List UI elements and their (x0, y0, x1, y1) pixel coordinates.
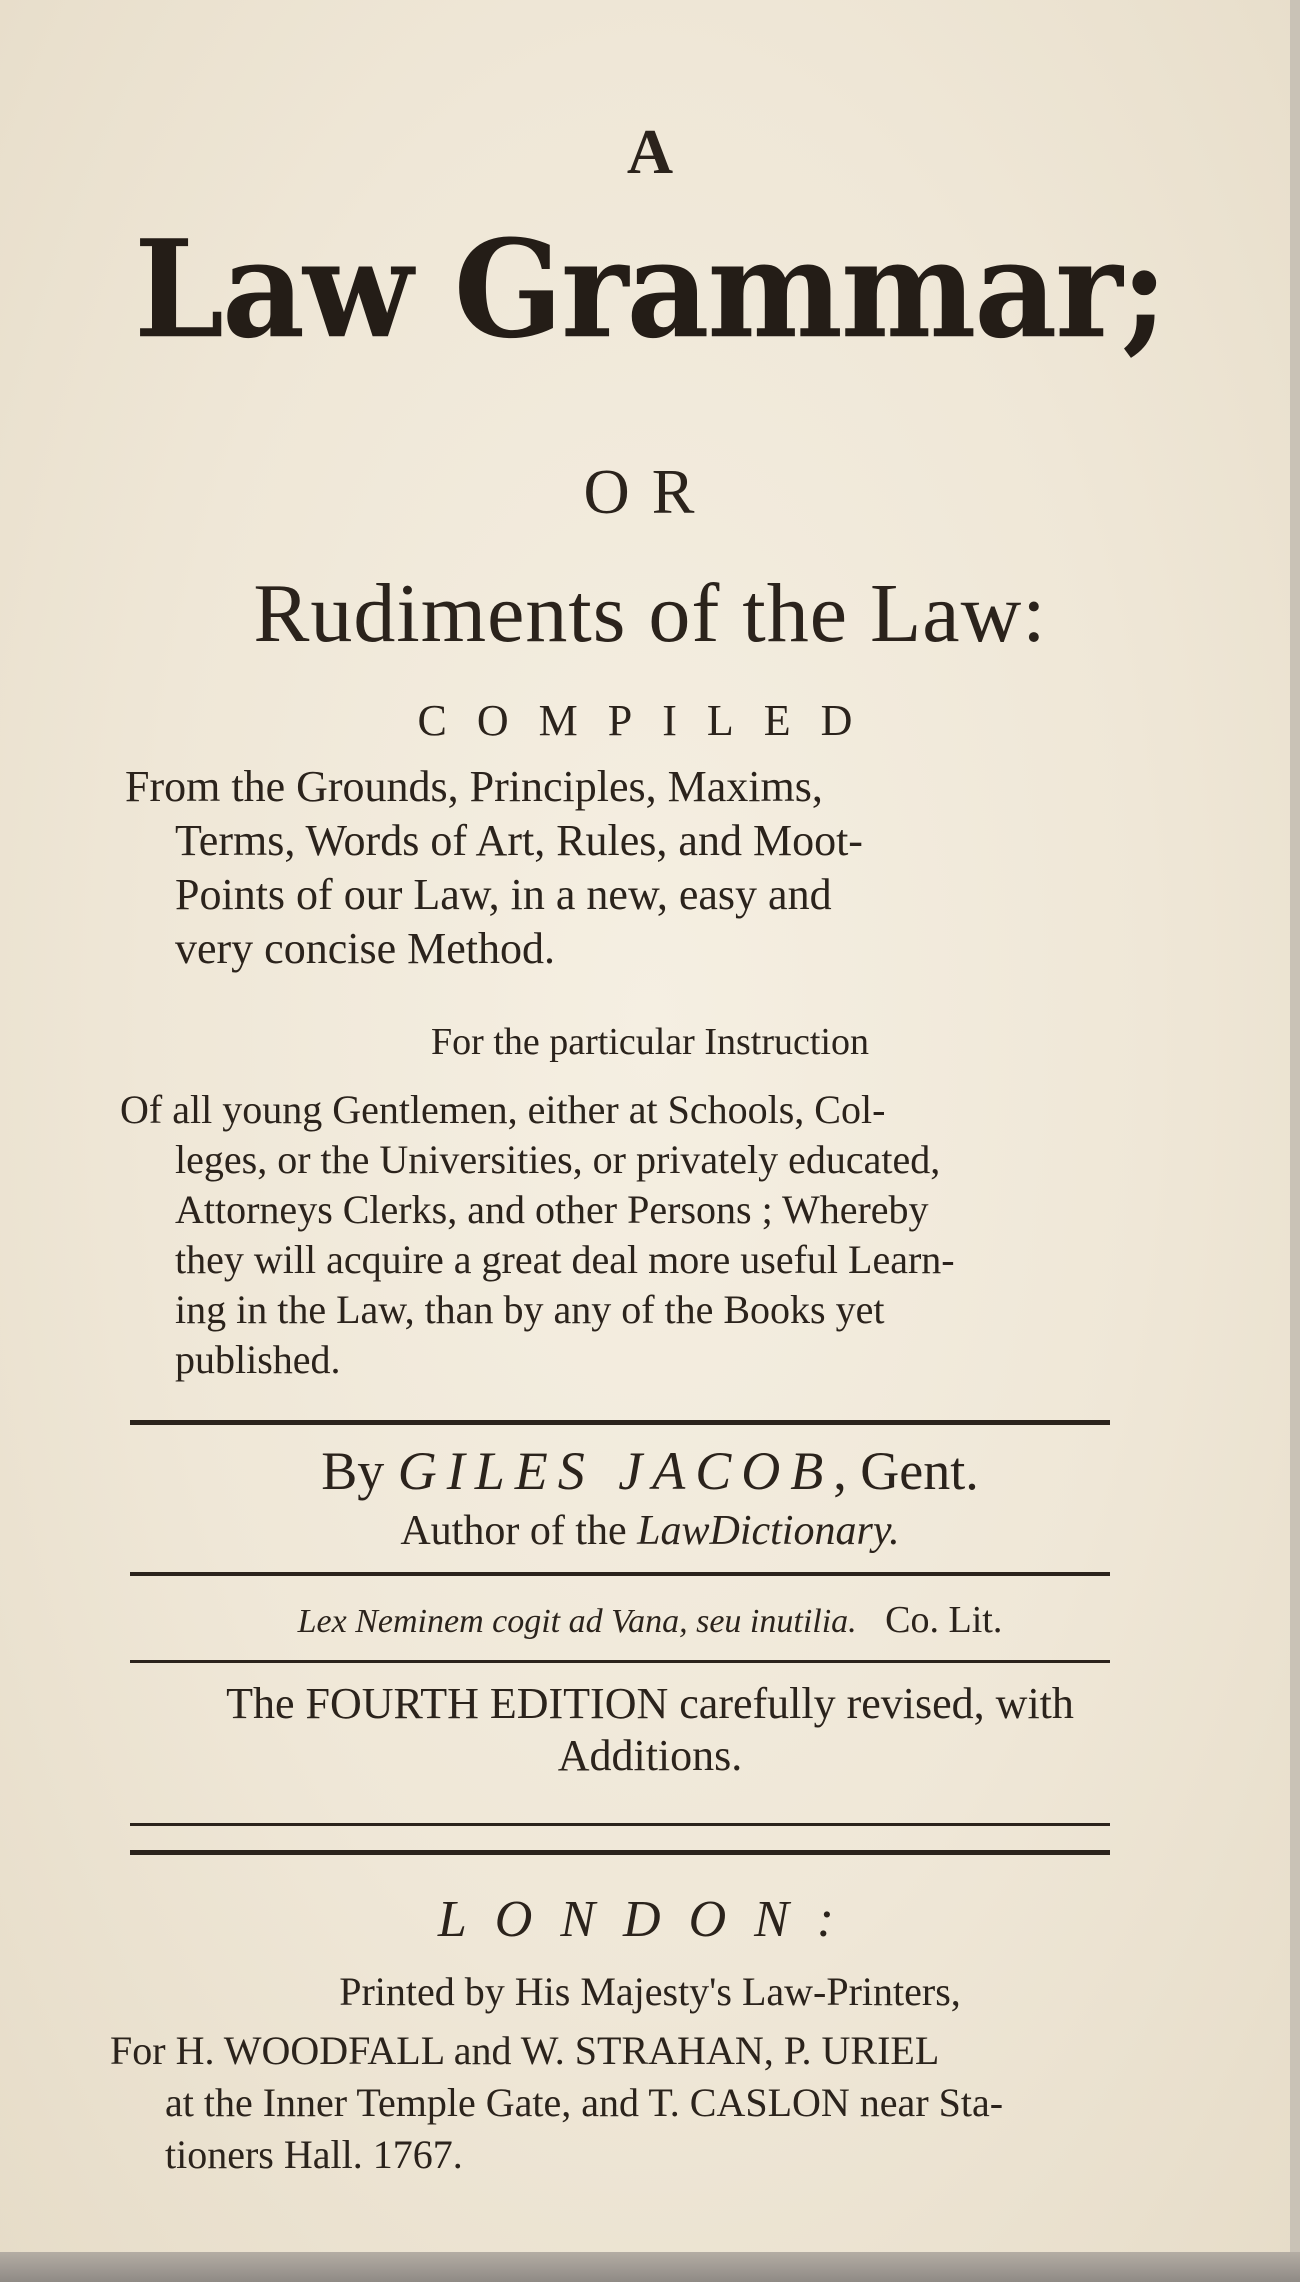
divider-rule (130, 1660, 1110, 1663)
motto-source: Co. Lit. (885, 1599, 1003, 1641)
audience-line: Of all young Gentlemen, either at Schools, Col- (120, 1087, 886, 1132)
author-credit-work: LawDictionary. (637, 1508, 900, 1554)
publisher-line: tioners Hall. 1767. (165, 2132, 463, 2177)
publisher-line: For H. WOODFALL and W. STRAHAN, P. URIEL (110, 2028, 940, 2073)
title-or: OR (583, 456, 717, 527)
byline (0, 1440, 1300, 1502)
author-name: GILES JACOB (397, 1441, 834, 1501)
imprint-printer: Printed by His Majesty's Law-Printers, (339, 1969, 961, 2014)
page-edge (0, 2252, 1300, 2282)
audience-line: Attorneys Clerks, and other Persons ; Whereby (175, 1187, 929, 1232)
subtitle: Rudiments of the Law: (253, 567, 1047, 660)
motto-text: Lex Neminem cogit ad Vana, seu inutilia. (297, 1603, 857, 1640)
divider-rule (130, 1572, 1110, 1576)
divider-rule (130, 1420, 1110, 1425)
description-line: Terms, Words of Art, Rules, and Moot- (175, 816, 863, 865)
imprint-publishers (110, 2025, 1130, 2181)
author-suffix: , Gent. (833, 1441, 979, 1501)
edition-line: Additions. (557, 1731, 743, 1780)
audience-line: they will acquire a great deal more useful Learn- (175, 1237, 955, 1282)
edition-line: The FOURTH EDITION carefully revised, with (226, 1679, 1074, 1728)
author-credit-prefix: Author of the (400, 1508, 627, 1554)
description-line: From the Grounds, Principles, Maxims, (125, 762, 823, 811)
main-title: Law Grammar; (134, 211, 1166, 369)
compiled-label: COMPILED (417, 696, 883, 745)
byline-by: By (321, 1441, 385, 1501)
title-article: A (626, 116, 674, 187)
instruction-label: For the particular Instruction (431, 1021, 869, 1063)
audience-paragraph (120, 1085, 1140, 1385)
publisher-line: at the Inner Temple Gate, and T. CASLON near Sta- (165, 2080, 1004, 2125)
author-credit (0, 1507, 1300, 1555)
description-line: very concise Method. (175, 924, 555, 973)
divider-rule (130, 1850, 1110, 1855)
audience-line: leges, or the Universities, or privately educated, (175, 1137, 941, 1182)
description-paragraph (120, 760, 1140, 976)
audience-line: ing in the Law, than by any of the Books yet (175, 1287, 885, 1332)
motto (0, 1598, 1300, 1642)
description-line: Points of our Law, in a new, easy and (175, 870, 832, 919)
edition-notice (0, 1678, 1300, 1782)
divider-rule (130, 1823, 1110, 1826)
imprint-city: LONDON: (437, 1891, 863, 1948)
audience-line: published. (175, 1337, 341, 1382)
page-edge (1290, 0, 1300, 2282)
